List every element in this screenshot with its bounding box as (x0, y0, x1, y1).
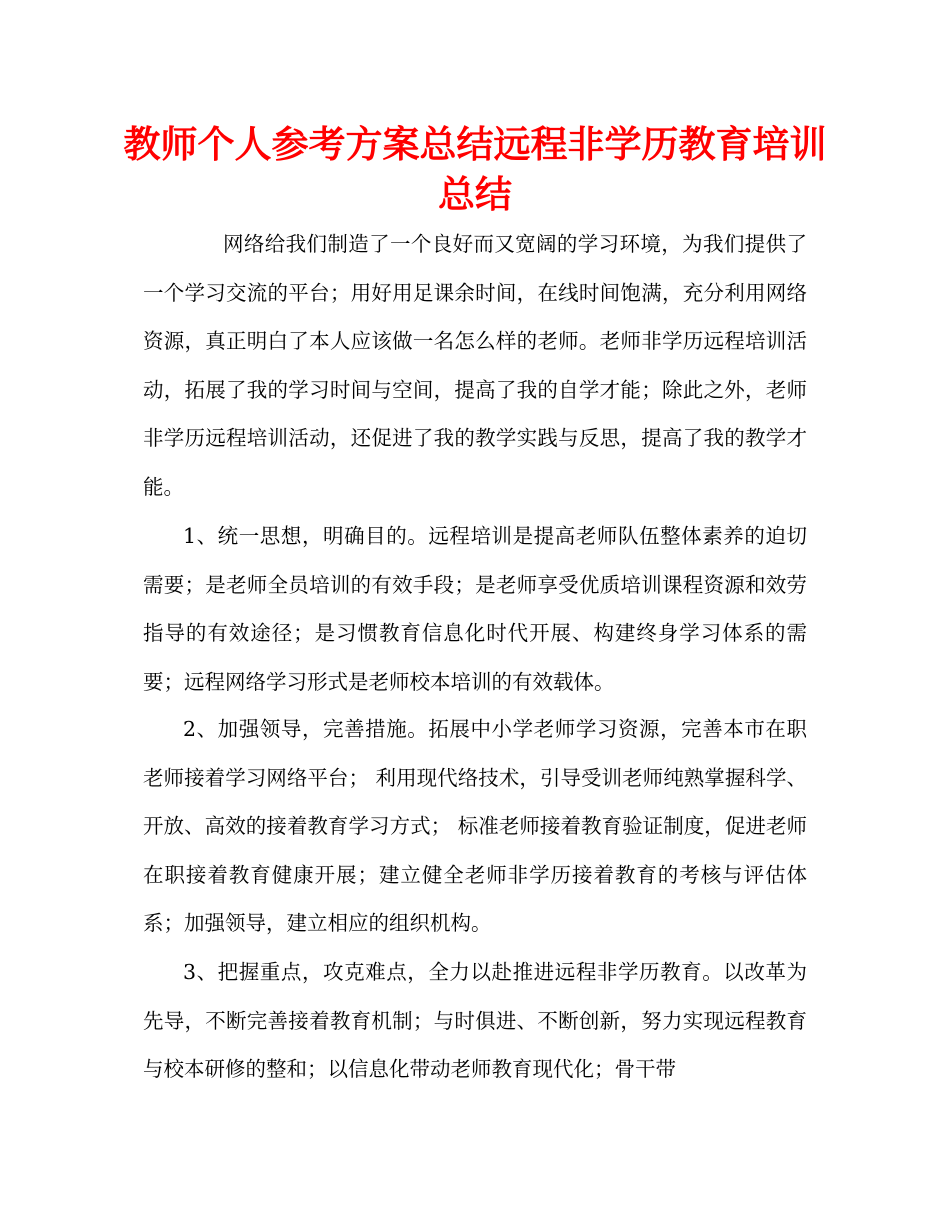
paragraph-point-1: 1、统一思想，明确目的。远程培训是提高老师队伍整体素养的迫切需要；是老师全员培训的有效手段；是老师享受优质培训课程资源和效劳指导的有效途径；是习惯教育信息化时代开展、构建终身学习体系的需要；远程网络学习形式是老师校本培训的有效载体。 (143, 524, 807, 694)
paragraph-point-3: 3、把握重点，攻克难点，全力以赴推进远程非学历教育。以改革为先导，不断完善接着教育机制；与时俱进、不断创新，努力实现远程教育与校本研修的整和；以信息化带动老师教育现代化；骨干带 (143, 960, 807, 1081)
paragraph-point-2: 2、加强领导，完善措施。拓展中小学老师学习资源，完善本市在职老师接着学习网络平台； 利用现代络技术，引导受训老师纯熟掌握科学、开放、高效的接着教育学习方式； 标准老师接着教育验证制度，促进老师在职接着教育健康开展；建立健全老师非学历接着教育的考核与评估体系；加强领导，建立相应的组织机构。 (143, 717, 807, 935)
paragraph-intro: 网络给我们制造了一个良好而又宽阔的学习环境，为我们提供了一个学习交流的平台；用好用足课余时间，在线时间饱满，充分利用网络资源，真正明白了本人应该做一名怎么样的老师。老师非学历远程培训活动，拓展了我的学习时间与空间，提高了我的自学才能；除此之外，老师非学历远程培训活动，还促进了我的教学实践与反思，提高了我的教学才能。 (143, 232, 807, 499)
document-title: 教师个人参考方案总结远程非学历教育培训总结 (123, 123, 827, 216)
